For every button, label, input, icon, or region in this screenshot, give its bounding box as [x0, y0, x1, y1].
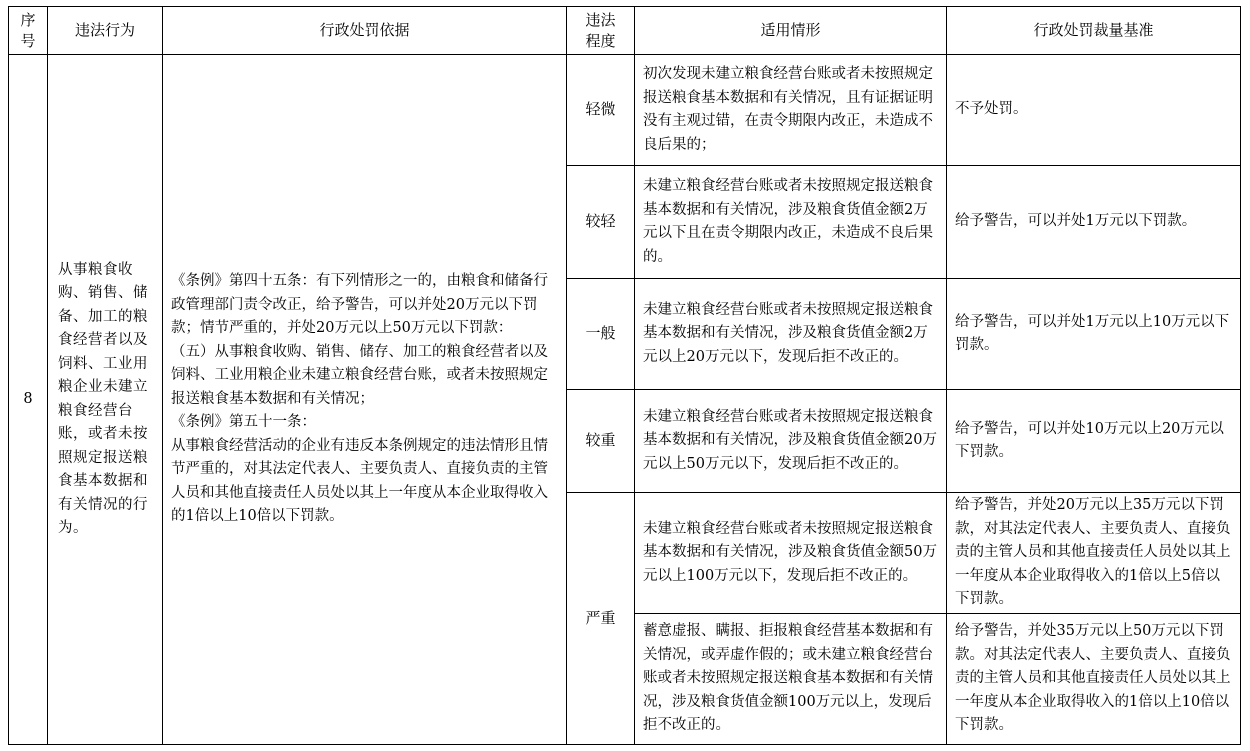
row-seq: 8 [9, 55, 48, 745]
header-seq: 序号 [9, 7, 48, 55]
basis-line: 从事粮食经营活动的企业有违反本条例规定的违法情形且情节严重的，对其法定代表人、主要负责人、直接负责的主管人员和其他直接责任人员处以其上一年度从本企业取得收入的1倍以上10倍以下罚款。 [171, 437, 548, 525]
header-row [9, 7, 1241, 55]
basis-line: 《条例》第四十五条：有下列情形之一的，由粮食和储备行政管理部门责令改正，给予警告，可以并处20万元以下罚款；情节严重的，并处20万元以上50万元以下罚款： [171, 273, 548, 337]
standard-cell: 给予警告，并处20万元以上35万元以下罚款，对其法定代表人、主要负责人、直接负责的主管人员和其他直接责任人员处以其上一年度从本企业取得收入的1倍以上5倍以下罚款。 [947, 493, 1241, 614]
situation-cell: 初次发现未建立粮食经营台账或者未按照规定报送粮食基本数据和有关情况，且有证据证明没有主观过错，在责令期限内改正，未造成不良后果的； [635, 55, 947, 166]
header-basis: 行政处罚依据 [163, 7, 567, 55]
standard-cell: 给予警告，可以并处1万元以下罚款。 [947, 166, 1241, 279]
degree-cell: 较重 [567, 390, 635, 493]
situation-cell: 未建立粮食经营台账或者未按照规定报送粮食基本数据和有关情况，涉及粮食货值金额20万元以上50万元以下，发现后拒不改正的。 [635, 390, 947, 493]
standard-cell: 给予警告，可以并处1万元以上10万元以下罚款。 [947, 279, 1241, 390]
standard-cell: 给予警告，可以并处10万元以上20万元以下罚款。 [947, 390, 1241, 493]
header-situation: 适用情形 [635, 7, 947, 55]
situation-cell: 未建立粮食经营台账或者未按照规定报送粮食基本数据和有关情况，涉及粮食货值金额2万元以下且在责令期限内改正，未造成不良后果的。 [635, 166, 947, 279]
degree-cell: 严重 [567, 493, 635, 745]
degree-cell: 一般 [567, 279, 635, 390]
degree-cell: 轻微 [567, 55, 635, 166]
header-degree: 违法程度 [567, 7, 635, 55]
row-basis [163, 55, 567, 745]
situation-cell: 未建立粮食经营台账或者未按照规定报送粮食基本数据和有关情况，涉及粮食货值金额2万元以上20万元以下，发现后拒不改正的。 [635, 279, 947, 390]
basis-line: （五）从事粮食收购、销售、储存、加工的粮食经营者以及饲料、工业用粮企业未建立粮食经营台账，或者未按照规定报送粮食基本数据和有关情况； [171, 343, 548, 407]
standard-cell: 给予警告，并处35万元以上50万元以下罚款。对其法定代表人、主要负责人、直接负责的主管人员和其他直接责任人员处以其上一年度从本企业取得收入的1倍以上10倍以下罚款。 [947, 614, 1241, 745]
degree-cell: 较轻 [567, 166, 635, 279]
header-standard: 行政处罚裁量基准 [947, 7, 1241, 55]
situation-cell: 蓄意虚报、瞒报、拒报粮食经营基本数据和有关情况，或弄虚作假的；或未建立粮食经营台账或者未按照规定报送粮食基本数据和有关情况，涉及粮食货值金额100万元以上，发现后拒不改正的。 [635, 614, 947, 745]
situation-cell: 未建立粮食经营台账或者未按照规定报送粮食基本数据和有关情况，涉及粮食货值金额50万元以上100万元以下，发现后拒不改正的。 [635, 493, 947, 614]
header-behavior: 违法行为 [48, 7, 163, 55]
table-row [9, 55, 1241, 166]
basis-line: 《条例》第五十一条： [171, 414, 316, 431]
standard-cell: 不予处罚。 [947, 55, 1241, 166]
row-behavior: 从事粮食收购、销售、储备、加工的粮食经营者以及饲料、工业用粮企业未建立粮食经营台账，或者未按照规定报送粮食基本数据和有关情况的行为。 [48, 55, 163, 745]
penalty-table [8, 6, 1241, 745]
